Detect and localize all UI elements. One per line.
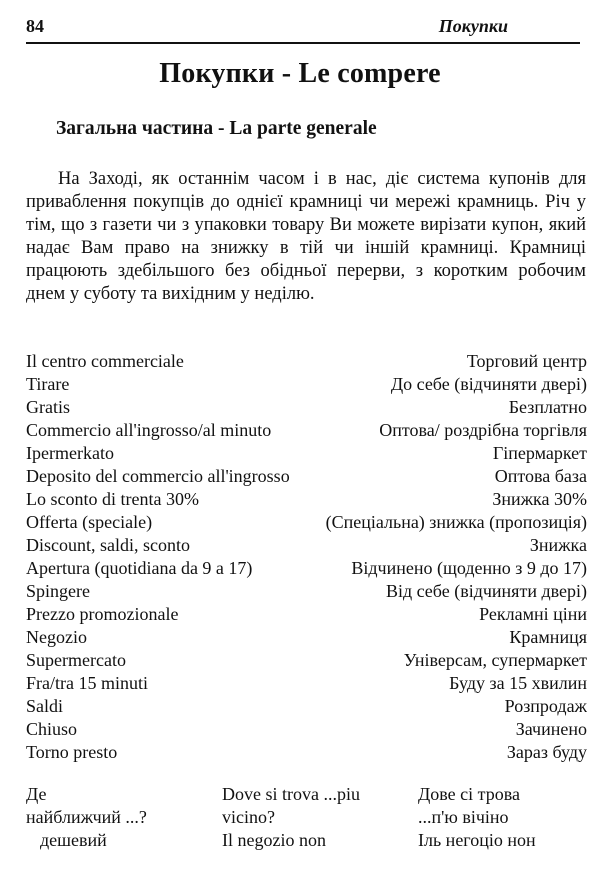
phrase-line: Il negozio non xyxy=(222,830,326,850)
vocab-italian: Chiuso xyxy=(26,719,78,739)
vocab-row xyxy=(26,419,587,442)
vocab-italian: Negozio xyxy=(26,627,87,647)
vocab-ukrainian: Розпродаж xyxy=(504,696,587,716)
running-title: Покупки xyxy=(438,16,508,36)
vocab-row xyxy=(26,396,587,419)
vocab-row xyxy=(26,626,587,649)
phrase-line: Де xyxy=(26,784,47,804)
phrase-line: дешевий xyxy=(40,830,107,850)
vocab-row xyxy=(26,580,587,603)
vocab-row xyxy=(26,741,587,764)
intro-paragraph: На Заході, як останнім часом і в нас, діє система купонів для приваблення покупців до однієї крамниці чи мережі крамниць. Річ у тім, що з газети чи з упаковки товару Ви можете вирізати купон, який надає Вам право на знижку в тій чи іншій крамниці. Крамниці працюють здебільшого без обідньої перерви, з коротким робочим днем у суботу та вихідним у неділю. xyxy=(26,169,586,304)
phrase-column-ukrainian xyxy=(26,783,216,852)
vocab-ukrainian: Зачинено xyxy=(515,719,587,739)
vocab-italian: Spingere xyxy=(26,581,90,601)
vocab-row xyxy=(26,442,587,465)
vocab-italian: Fra/tra 15 minuti xyxy=(26,673,148,693)
vocab-row xyxy=(26,695,587,718)
vocab-italian: Tirare xyxy=(26,374,70,394)
vocab-ukrainian: (Спеціальна) знижка (пропозиція) xyxy=(325,512,587,532)
section-heading: Загальна частина - La parte generale xyxy=(56,118,377,139)
vocab-italian: Saldi xyxy=(26,696,64,716)
vocab-ukrainian: Зараз буду xyxy=(506,742,587,762)
vocab-ukrainian: Торговий центр xyxy=(466,351,587,371)
phrase-line: vicino? xyxy=(222,807,275,827)
vocab-row xyxy=(26,465,587,488)
phrase-column-transcription xyxy=(418,783,596,852)
phrase-line: ...п'ю вічіно xyxy=(418,807,509,827)
vocab-italian: Deposito del commercio all'ingrosso xyxy=(26,466,290,486)
vocab-ukrainian: Безплатно xyxy=(508,397,587,417)
vocab-italian: Supermercato xyxy=(26,650,126,670)
vocab-row xyxy=(26,350,587,373)
vocab-italian: Commercio all'ingrosso/al minuto xyxy=(26,420,272,440)
vocab-ukrainian: Оптова база xyxy=(494,466,587,486)
vocab-row xyxy=(26,603,587,626)
vocab-row xyxy=(26,488,587,511)
vocab-row xyxy=(26,373,587,396)
page-number: 84 xyxy=(26,16,44,36)
vocab-row xyxy=(26,672,587,695)
vocab-italian: Prezzo promozionale xyxy=(26,604,179,624)
vocab-row xyxy=(26,534,587,557)
vocab-italian: Discount, saldi, sconto xyxy=(26,535,190,555)
phrase-column-italian xyxy=(222,783,412,852)
vocab-ukrainian: Від себе (відчиняти двері) xyxy=(385,581,587,601)
vocab-row xyxy=(26,511,587,534)
vocab-ukrainian: Універсам, супермаркет xyxy=(403,650,587,670)
vocabulary-list xyxy=(26,350,587,764)
vocab-ukrainian: Знижка xyxy=(529,535,587,555)
vocab-italian: Ipermerkato xyxy=(26,443,114,463)
phrase-line: Іль негоціо нон xyxy=(418,830,536,850)
chapter-title: Покупки - Le compere xyxy=(159,58,441,89)
running-header xyxy=(26,16,580,44)
vocab-italian: Torno presto xyxy=(26,742,118,762)
vocab-ukrainian: Буду за 15 хвилин xyxy=(449,673,587,693)
phrase-line: Дове сі трова xyxy=(418,784,520,804)
vocab-ukrainian: Знижка 30% xyxy=(492,489,587,509)
vocab-ukrainian: Оптова/ роздрібна торгівля xyxy=(379,420,587,440)
vocab-ukrainian: Відчинено (щоденно з 9 до 17) xyxy=(351,558,587,578)
vocab-italian: Il centro commerciale xyxy=(26,351,184,371)
vocab-ukrainian: Рекламні ціни xyxy=(479,604,587,624)
vocab-ukrainian: Гіпермаркет xyxy=(492,443,587,463)
vocab-italian: Lo sconto di trenta 30% xyxy=(26,489,199,509)
vocab-italian: Apertura (quotidiana da 9 a 17) xyxy=(26,558,253,578)
vocab-italian: Gratis xyxy=(26,397,70,417)
vocab-row xyxy=(26,557,587,580)
vocab-ukrainian: До себе (відчиняти двері) xyxy=(390,374,587,394)
vocab-italian: Offerta (speciale) xyxy=(26,512,153,532)
phrase-line: Dove si trova ...piu xyxy=(222,784,360,804)
phrase-line: найближчий ...? xyxy=(26,807,147,827)
vocab-ukrainian: Крамниця xyxy=(509,627,587,647)
vocab-row xyxy=(26,649,587,672)
vocab-row xyxy=(26,718,587,741)
